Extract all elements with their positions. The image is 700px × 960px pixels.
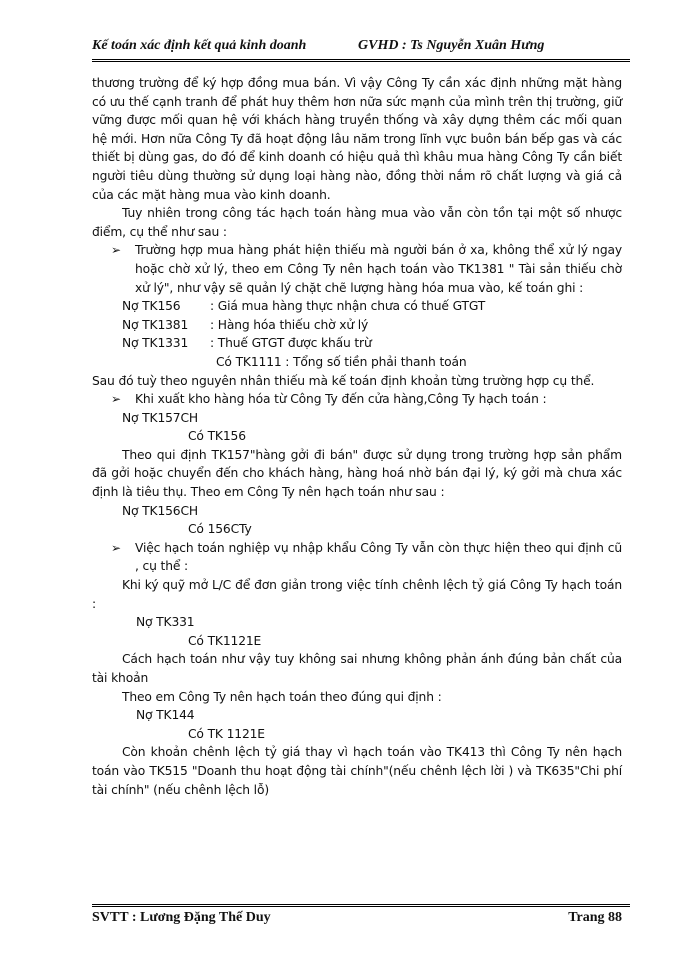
document-body: [92, 74, 622, 799]
paragraph: Tuy nhiên trong công tác hạch toán hàng mua vào vẫn còn tồn tại một số nhược điểm, cụ thể như sau :: [92, 206, 622, 239]
entry-line: Nợ TK1331 : Thuế GTGT được khấu trừ: [122, 336, 372, 351]
paragraph: Cách hạch toán như vậy tuy không sai nhưng không phản ánh đúng bản chất của tài khoản: [92, 652, 622, 685]
arrow-bullet-icon: ➢: [111, 243, 121, 258]
paragraph: Khi ký quỹ mở L/C để đơn giản trong việc tính chênh lệch tỷ giá Công Ty hạch toán :: [92, 578, 622, 611]
footer-student: SVTT : Lương Đặng Thế Duy: [92, 910, 271, 925]
page-footer: [92, 910, 630, 932]
entry-line: Có 156CTy: [188, 522, 252, 537]
paragraph: Sau đó tuỳ theo nguyên nhân thiếu mà kế toán định khoản từng trường hợp cụ thể.: [92, 373, 595, 388]
paragraph: Theo em Công Ty nên hạch toán theo đúng qui định :: [122, 689, 442, 704]
header-rule: [92, 59, 630, 64]
header-advisor: GVHD : Ts Nguyễn Xuân Hưng: [358, 38, 545, 53]
paragraph: Theo qui định TK157"hàng gởi đi bán" được sử dụng trong trường hợp sản phẩm đã gởi hoặc chuyển đến cho khách hàng, hàng hoá nhờ bán đại lý, ký gởi mà chưa xác định là tiêu thụ. Theo em Công Ty nên hạch toán như sau :: [92, 447, 622, 500]
arrow-bullet-icon: ➢: [111, 540, 121, 555]
bullet-item: ➢ Khi xuất kho hàng hóa từ Công Ty đến cửa hàng,Công Ty hạch toán :: [92, 390, 622, 409]
header-title: Kế toán xác định kết quả kinh doanh: [92, 38, 307, 53]
paragraph: thương trường để ký hợp đồng mua bán. Vì vậy Công Ty cần xác định những mặt hàng có ưu thế cạnh tranh để phát huy thêm hơn nữa sức mạnh của mình trên thị trường, giữ vững được mối quan hệ với khách hàng truyền thống và xây dựng thêm các mối quan hệ mới. Hơn nữa Công Ty đã hoạt động lâu năm trong lĩnh vực buôn bán bếp gas và các thiết bị dùng gas, do đó để kinh doanh có hiệu quả thì khâu mua hàng Công Ty cần biết người tiêu dùng thường sử dụng loại hàng nào, đồng thời nắm rõ chất lượng và giá cả của các mặt hàng mua vào kinh doanh.: [92, 76, 622, 202]
entry-line: Có TK 1121E: [188, 726, 265, 741]
entry-line: Nợ TK331: [136, 615, 195, 630]
entry-line: Nợ TK144: [136, 708, 195, 723]
entry-line: Có TK156: [188, 429, 246, 444]
bullet-item: ➢ Trường hợp mua hàng phát hiện thiếu mà người bán ở xa, không thể xử lý ngay hoặc chờ xử lý, theo em Công Ty nên hạch toán vào TK1381 " Tài sản thiếu chờ xử lý", như vậy sẽ quản lý chặt chẽ lượng hàng hóa mua vào, kế toán ghi :: [111, 243, 622, 295]
entry-line: Nợ TK156 : Giá mua hàng thực nhận chưa có thuế GTGT: [122, 299, 486, 314]
footer-rule: [92, 904, 630, 909]
entry-line: Nợ TK157CH: [122, 410, 199, 425]
entry-line: Nợ TK1381 : Hàng hóa thiếu chờ xử lý: [122, 317, 369, 332]
paragraph: Còn khoản chênh lệch tỷ giá thay vì hạch toán vào TK413 thì Công Ty nên hạch toán vào TK515 "Doanh thu hoạt động tài chính"(nếu chênh lệch lời ) và TK635"Chi phí tài chính" (nếu chênh lệch lỗ): [92, 745, 622, 797]
arrow-bullet-icon: ➢: [111, 392, 121, 407]
page-number: Trang 88: [568, 910, 622, 925]
entry-line: Nợ TK156CH: [122, 503, 199, 518]
entry-line: Có TK1111 : Tổng số tiền phải thanh toán: [216, 354, 467, 369]
page-header: [92, 38, 624, 60]
entry-line: Có TK1121E: [188, 633, 262, 648]
bullet-item: ➢ Việc hạch toán nghiệp vụ nhập khẩu Công Ty vẫn còn thực hiện theo qui định cũ , cụ thể :: [111, 540, 622, 574]
